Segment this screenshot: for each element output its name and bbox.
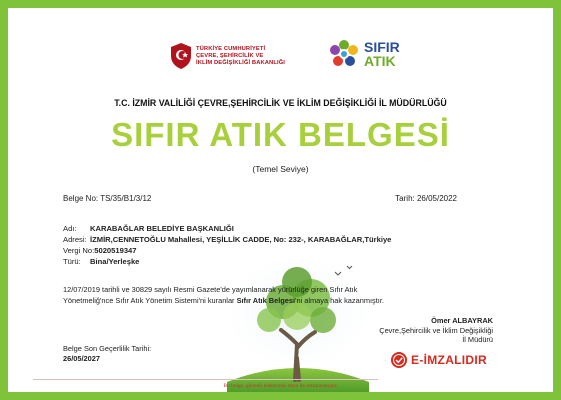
expiry-label: Belge Son Geçerlilik Tarihi: [63, 344, 152, 353]
ministry-line2: ÇEVRE, ŞEHİRCİLİK VE [196, 52, 264, 59]
signatory-name: Ömer ALBAYRAK [431, 316, 493, 325]
signatory-unit: İl Müdürü [462, 335, 493, 344]
name-label: Adı: [63, 224, 77, 233]
statement-line2-start: Yönetmeliğ'nce Sıfır Atık Yönetim Sistemi'ni kuranlar [63, 296, 237, 305]
e-signature-stamp [390, 351, 487, 369]
address-label: Adresi: [63, 235, 87, 244]
ministry-line1: TÜRKİYE CUMHURİYETİ [196, 45, 266, 52]
logo-row [8, 38, 553, 84]
issue-date: Tarih: 26/05/2022 [395, 194, 457, 203]
type-label: Türü: [63, 257, 81, 266]
divider [33, 379, 378, 380]
sifir-atik-flower-icon [328, 38, 360, 70]
certificate-level: (Temel Seviye) [252, 164, 309, 174]
tax-value: 5020519347 [94, 246, 137, 255]
tax-row [63, 245, 391, 256]
directorate-heading: T.C. İZMİR VALİLİĞİ ÇEVRE,ŞEHİRCİLİK VE İKLİM DEĞİŞİKLİĞİ İL MÜDÜRLÜĞÜ [114, 98, 447, 108]
e-signature-label: E-İMZALIDIR [411, 353, 487, 367]
sifir-atik-wordmark [364, 40, 400, 68]
signature-footnote: Bu belge, güvenli elektronik imza ile imzalanmıştır. [223, 383, 338, 389]
name-row [63, 223, 391, 234]
ministry-logo [170, 42, 285, 70]
address-value: İZMİR,CENNETOĞLU Mahallesi, YEŞİLLİK CADDE, No: 232-, KARABAĞLAR,Türkiye [90, 235, 392, 244]
certificate-number: Belge No: TS/35/B1/3/12 [63, 194, 152, 203]
name-value: KARABAĞLAR BELEDİYE BAŞKANLIĞI [90, 224, 234, 233]
tree-illustration [223, 258, 373, 392]
ministry-name [196, 46, 285, 67]
signatory [379, 316, 493, 345]
tax-label: Vergi No: [63, 246, 95, 255]
statement-line2-end: 'ni almaya hak kazanmıştır. [295, 296, 384, 305]
atik-word: ATIK [364, 53, 396, 69]
ministry-line3: İKLİM DEĞİŞİKLİĞİ BAKANLIĞI [196, 59, 286, 66]
certificate-body [8, 8, 553, 392]
sifir-word: SIFIR [364, 39, 400, 55]
e-signature-seal-icon [390, 351, 408, 369]
type-value: Bina/Yerleşke [90, 257, 140, 266]
sifir-atik-logo [328, 38, 400, 70]
statement-line2 [63, 295, 483, 306]
statement-emphasis: Sıfır Atık Belgesi [236, 296, 296, 305]
statement-line1: 12/07/2019 tarihli ve 30829 sayılı Resmi Gazete'de yayımlanarak yürürlüğe giren Sıfır Atık [63, 285, 358, 294]
certificate-title: SIFIR ATIK BELGESİ [111, 116, 450, 153]
address-row [63, 234, 391, 245]
expiry-date: 26/05/2027 [63, 354, 100, 363]
expiry-info [63, 344, 151, 364]
ministry-emblem-icon [170, 42, 192, 70]
signatory-title: Çevre,Şehircilik ve İklim Değişikliği [379, 325, 493, 335]
certificate-statement [63, 284, 483, 306]
